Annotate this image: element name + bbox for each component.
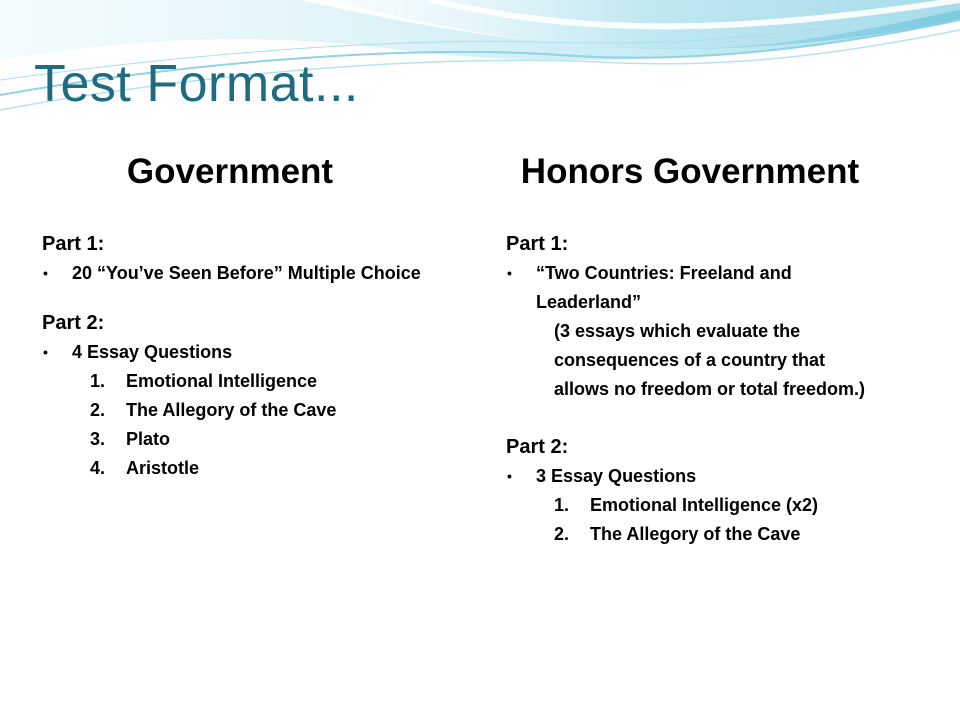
part2-bullet-text: 3 Essay Questions [536, 466, 697, 486]
part1-label: Part 1: [42, 233, 105, 255]
part1-bullet-text: 20 “You’ve Seen Before” Multiple Choice [72, 263, 421, 283]
honors-government-column [506, 229, 946, 549]
essay-item [506, 491, 946, 520]
essay-item [42, 367, 462, 396]
bullet-icon: • [507, 265, 512, 281]
item-text: Emotional Intelligence (x2) [590, 495, 819, 515]
government-column [42, 229, 462, 483]
list-item [42, 338, 462, 367]
essay-item [42, 454, 462, 483]
essay-item [42, 396, 462, 425]
item-number: 2. [554, 524, 570, 544]
item-text: The Allegory of the Cave [590, 524, 801, 544]
list-item [506, 259, 836, 317]
item-text: Plato [126, 429, 171, 449]
essay-item [506, 520, 946, 549]
government-heading: Government [126, 152, 334, 191]
item-number: 1. [554, 495, 570, 515]
bullet-icon: • [507, 468, 512, 484]
part1-label: Part 1: [506, 233, 569, 255]
item-text: Emotional Intelligence [126, 371, 318, 391]
slide-title: Test Format... [34, 55, 359, 113]
part2-label: Part 2: [42, 312, 105, 334]
item-text: The Allegory of the Cave [126, 400, 337, 420]
part1-note: (3 essays which evaluate the consequences of a country that allows no freedom or total freedom.) [554, 321, 866, 399]
item-number: 1. [90, 371, 106, 391]
bullet-icon: • [43, 265, 48, 281]
part1-bullet-text: “Two Countries: Freeland and Leaderland” [536, 263, 792, 312]
item-number: 3. [90, 429, 106, 449]
bullet-icon: • [43, 344, 48, 360]
honors-government-heading: Honors Government [520, 152, 860, 191]
part2-label: Part 2: [506, 436, 569, 458]
item-number: 2. [90, 400, 106, 420]
list-item [42, 259, 462, 288]
item-number: 4. [90, 458, 106, 478]
essay-item [42, 425, 462, 454]
list-item [506, 462, 946, 491]
item-text: Aristotle [126, 458, 200, 478]
part2-bullet-text: 4 Essay Questions [72, 342, 233, 362]
